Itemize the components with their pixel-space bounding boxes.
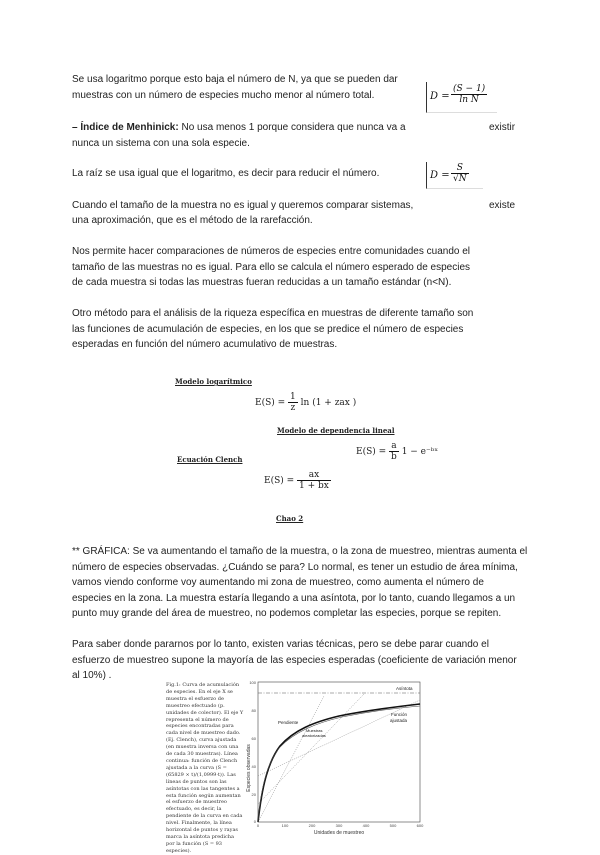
lin-eq-num: a (389, 441, 399, 452)
x-tick-400: 400 (362, 823, 370, 828)
clench-eq-den: 1 + bx (299, 481, 329, 491)
log-model-equation (255, 392, 356, 413)
paragraph-logarithm-line-1: Se usa logaritmo porque esto baja el número de N, ya que se pueden dar (72, 74, 398, 85)
menhinick-formula (426, 162, 483, 189)
menhinick-numerator: S (451, 163, 469, 174)
menhinick-text: No usa menos 1 porque considera que nunca va a (178, 122, 406, 133)
linear-model-equation (356, 441, 438, 462)
paragraph-comparison-line-3: de cada muestra si todas las muestras fueran reducidas a un tamaño estándar (n<N). (72, 277, 452, 288)
paragraph-graph-line-4: especies en la zona. La muestra estaría llegando a una asíntota, por lo tanto, cuando llegamos a un (72, 593, 516, 604)
y-tick-0: 0 (253, 819, 256, 824)
paragraph-menhinick-line-2: nunca un sistema con una sola especie. (72, 138, 250, 149)
paragraph-accumulation-line-3: esperadas en función del número acumulativo de muestras. (72, 339, 338, 350)
y-tick-20: 20 (251, 792, 256, 797)
clench-eq-num: ax (297, 470, 331, 481)
log-model-title: Modelo logarítmico (175, 377, 252, 386)
tangent-line-1 (258, 696, 324, 822)
label-muestras-1: Muestras (306, 728, 323, 733)
paragraph-accumulation-line-1: Otro método para el análisis de la riqueza específica en muestras de diferente tamaño son (72, 308, 474, 319)
paragraph-rarefaction-line-2: una aproximación, que es el método de la rarefacción. (72, 215, 313, 226)
figure-xlabel: Unidades de muestreo (313, 830, 365, 836)
label-muestras-2: aleatorizadas (302, 733, 326, 738)
menhinick-lhs: D = (430, 170, 450, 181)
paragraph-stop-line-3: al 10%) . (72, 670, 112, 681)
x-tick-0: 0 (256, 823, 260, 828)
species-accumulation-figure (244, 676, 430, 836)
paragraph-graph-line-1: ** GRÁFICA: Se va aumentando el tamaño de la muestra, o la zona de muestreo, mientras aumenta el (72, 546, 528, 557)
lin-eq-fraction (389, 441, 399, 462)
paragraph-graph-line-5: punto muy grande del área de muestreo, no podemos completar las especies, porque se repiten. (72, 608, 502, 619)
y-tick-40: 40 (251, 764, 256, 769)
lin-eq-rhs: 1 − e⁻ᵇˣ (401, 447, 439, 457)
paragraph-graph-line-3: vamos viendo conforme voy aumentando mi zona de muestreo, como aumenta el número de (72, 577, 484, 588)
label-funcion-2: ajustada (390, 718, 408, 723)
menhinick-fraction (451, 163, 469, 184)
label-funcion-1: Función (391, 712, 408, 717)
paragraph-comparison-line-2: tamaño de las muestras no es igual. Para ello se calcula el número esperado de especies (72, 262, 471, 273)
figure-caption: Fig.1: Curva de acumulación de especies. En el eje X se muestra el esfuerzo de muestreo efectuado (p. unidades de colector). El eje Y representa el número de especies encontradas para cada nivel de muestreo dado. (Ej. Clench), curva ajustada (en muestra inversa con una de cada 30 muestras). Línea continua: función de Clench ajustada a la curva (S = (65829 × t)/(1,0999·t)). Las líneas de puntos son las asíntotas con las tangentes a esta función según aumentan el esfuerzo de muestreo efectuado, es decir, la pendiente de la curva en cada nivel. Finalmente, la línea horizontal de puntos y rayas marca la asíntota predicha por la función (S = 93 especies). (166, 682, 244, 854)
clench-equation (264, 470, 331, 491)
paragraph-graph-line-2: número de especies observadas. ¿Cuándo se para? Lo normal, es tener un estudio de área mínima, (72, 562, 518, 573)
linear-model-title: Modelo de dependencia lineal (277, 426, 395, 435)
label-pendiente: Pendiente (278, 720, 299, 725)
y-tick-80: 80 (251, 708, 256, 713)
label-asintota: Asíntota (396, 686, 413, 691)
x-tick-600: 600 (416, 823, 424, 828)
paragraph-stop-line-2: esfuerzo de muestreo supone la mayoría de las especies esperadas (coeficiente de variación menor (72, 655, 517, 666)
x-tick-300: 300 (335, 823, 343, 828)
paragraph-comparison-line-1: Nos permite hacer comparaciones de números de especies entre comunidades cuando el (72, 246, 471, 257)
paragraph-root: La raíz se usa igual que el logaritmo, es decir para reducir el número. (72, 168, 380, 179)
paragraph-logarithm-line-2: muestras con un número de especies mucho menor al número total. (72, 90, 375, 101)
paragraph-rarefaction-line-1: Cuando el tamaño de la muestra no es igual y queremos comparar sistemas, (72, 200, 414, 211)
margalef-denominator: ln N (459, 95, 479, 105)
figure-ylabel: Especies observadas (246, 744, 252, 792)
log-eq-den: z (290, 403, 296, 413)
margalef-formula (426, 82, 497, 113)
paragraph-menhinick-existir: existir (489, 122, 516, 133)
menhinick-denominator: √N (453, 174, 467, 184)
y-tick-60: 60 (251, 736, 256, 741)
tangent-line-2 (258, 694, 364, 804)
lin-eq-lhs: E(S) = (356, 447, 387, 457)
x-tick-100: 100 (281, 823, 289, 828)
paragraph-rarefaction-existe: existe (489, 200, 516, 211)
x-tick-200: 200 (308, 823, 316, 828)
figure-x-ticks (257, 823, 424, 828)
chao-title: Chao 2 (276, 514, 304, 523)
margalef-fraction (451, 84, 487, 105)
log-eq-num: 1 (290, 392, 296, 402)
margalef-lhs: D = (430, 91, 450, 102)
paragraph-menhinick-line-1 (72, 122, 406, 134)
clench-eq-lhs: E(S) = (264, 476, 295, 486)
x-tick-500: 500 (389, 823, 397, 828)
lin-eq-den: b (391, 452, 397, 462)
paragraph-accumulation-line-2: las funciones de acumulación de especies, en los que se predice el número de especies (72, 324, 464, 335)
y-tick-100: 100 (249, 680, 256, 685)
clench-title: Ecuación Clench (177, 455, 243, 464)
log-eq-lhs: E(S) = (255, 398, 286, 408)
paragraph-stop-line-1: Para saber donde pararnos por lo tanto, existen varias técnicas, pero se debe parar cuando el (72, 639, 489, 650)
menhinick-heading: – Índice de Menhinick: (72, 122, 179, 133)
log-eq-fraction (288, 392, 298, 413)
margalef-numerator: (S − 1) (453, 84, 486, 94)
figure-frame (258, 682, 420, 822)
log-eq-rhs: ln (1 + zax ) (300, 398, 357, 408)
clench-eq-fraction (297, 470, 331, 491)
